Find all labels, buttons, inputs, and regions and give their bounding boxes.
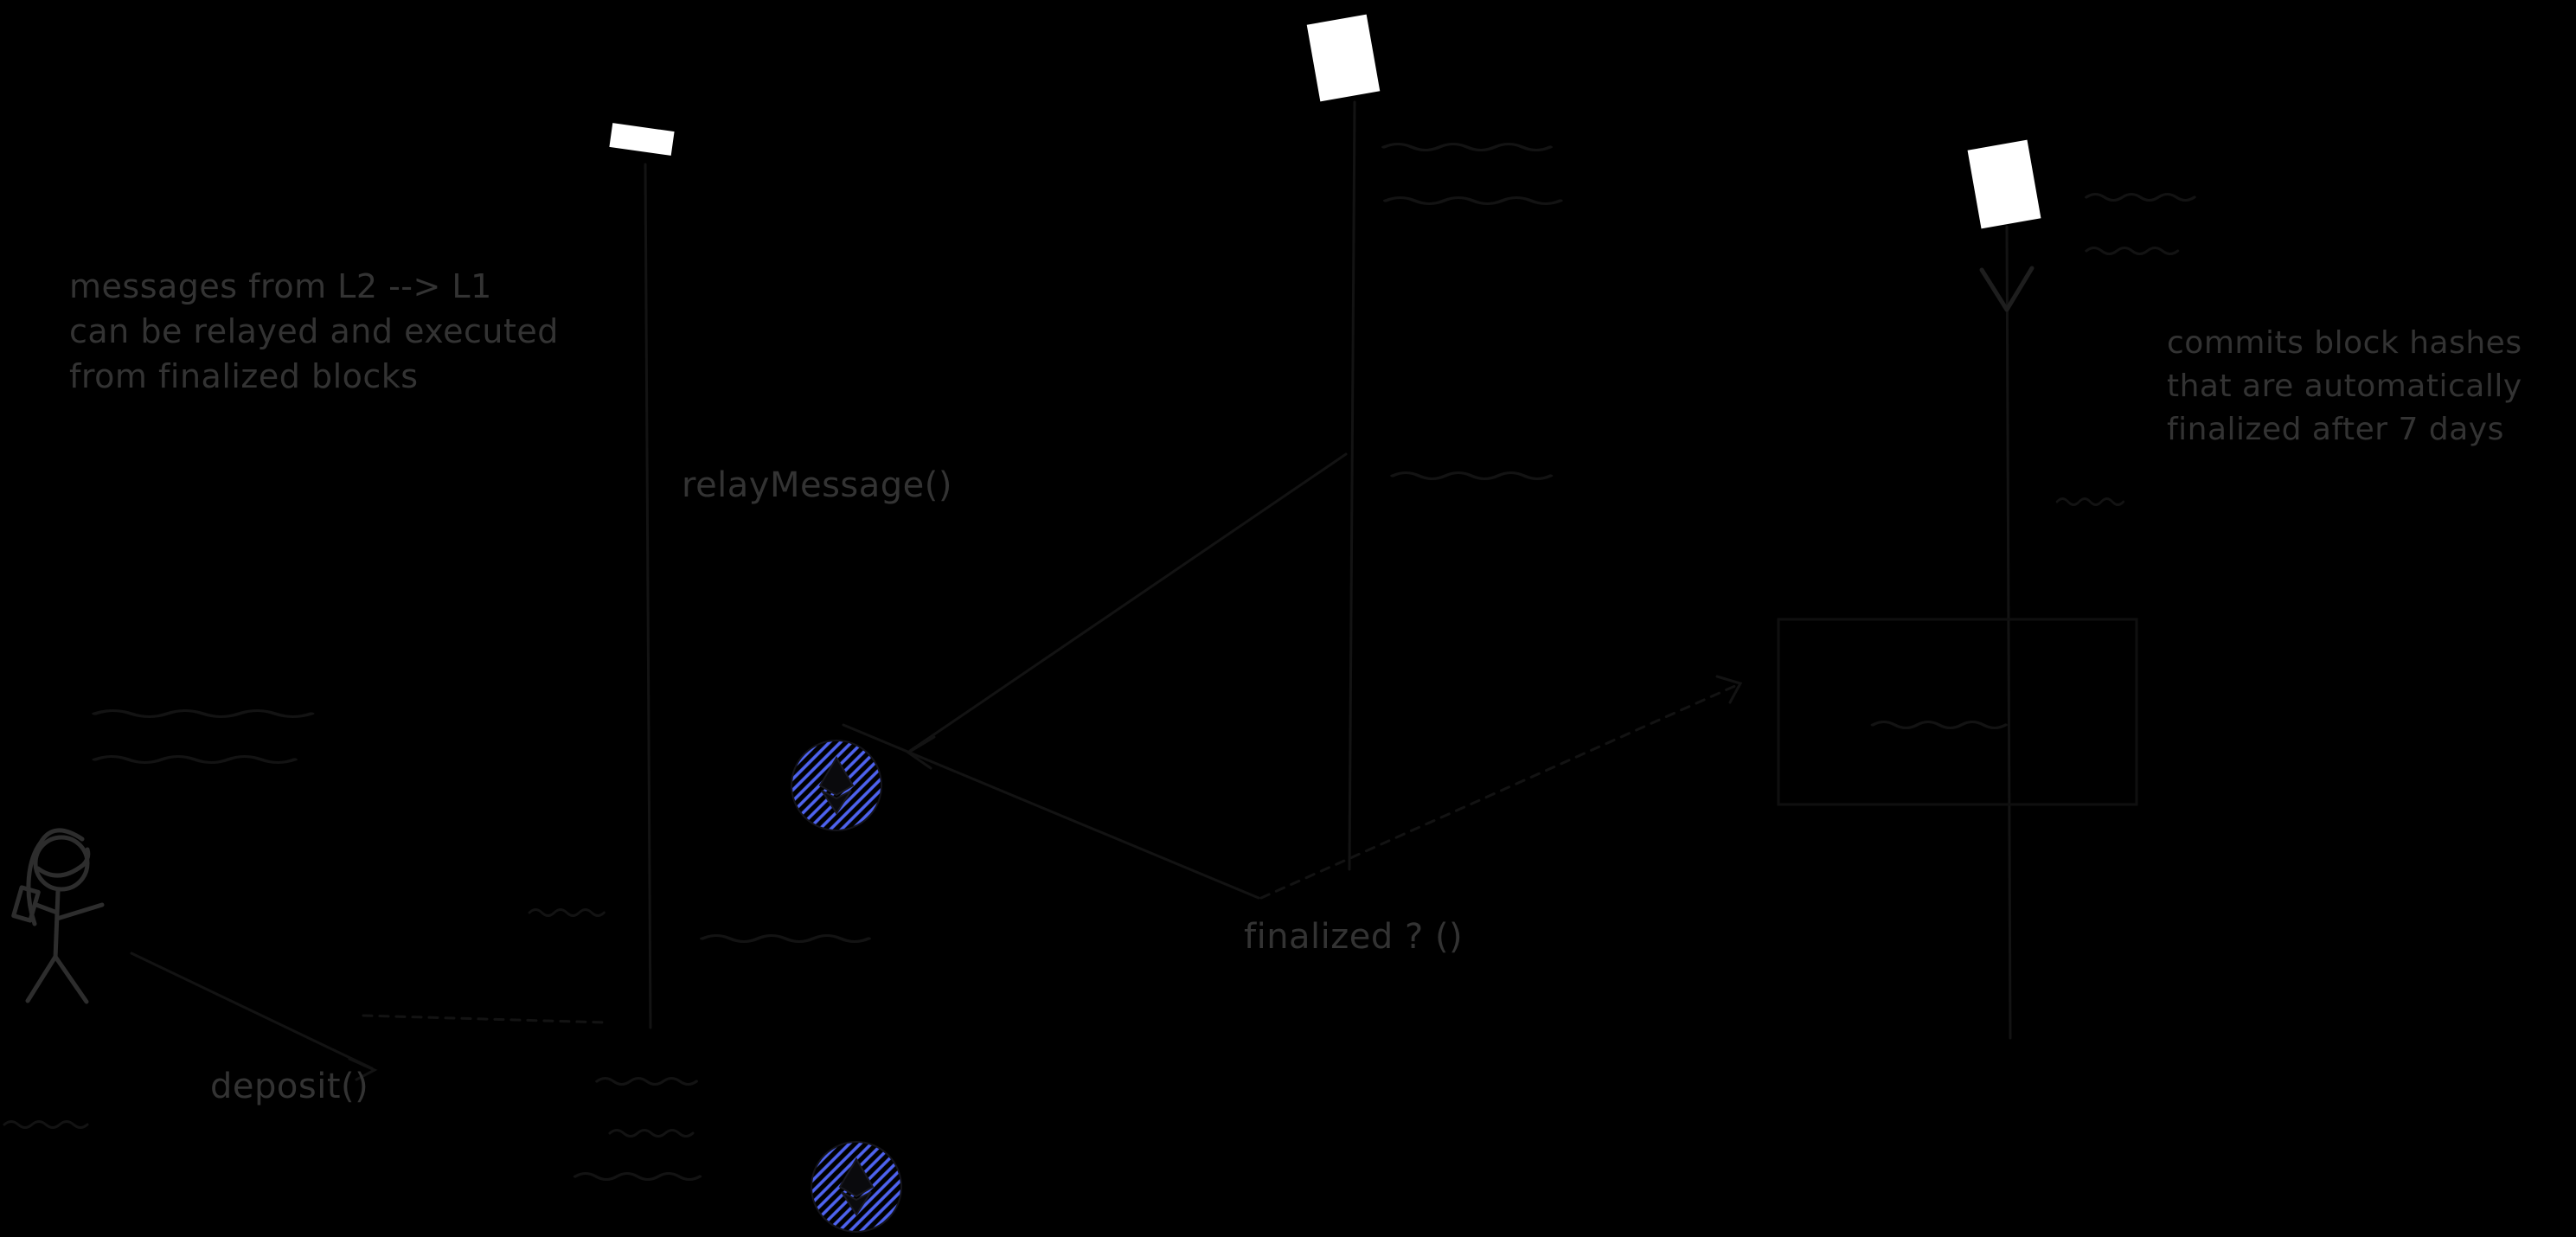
note-line: that are automatically [2167, 369, 2522, 404]
faint-connector-lines [131, 102, 2137, 1080]
note-left [69, 264, 559, 399]
label-finalized: finalized ? () [1244, 917, 1464, 957]
label-relay-message: relayMessage() [682, 465, 952, 505]
eth-coin-icon [808, 1138, 905, 1235]
label-deposit: deposit() [210, 1067, 369, 1106]
stick-figure-user-icon [14, 830, 102, 1002]
eth-coin-icon [788, 737, 885, 834]
note-line: messages from L2 --> L1 [69, 267, 492, 305]
note-line: from finalized blocks [69, 357, 419, 395]
note-line: commits block hashes [2167, 325, 2522, 361]
note-line: can be relayed and executed [69, 312, 559, 350]
note-line: finalized after 7 days [2167, 412, 2504, 447]
note-right [2167, 322, 2522, 452]
